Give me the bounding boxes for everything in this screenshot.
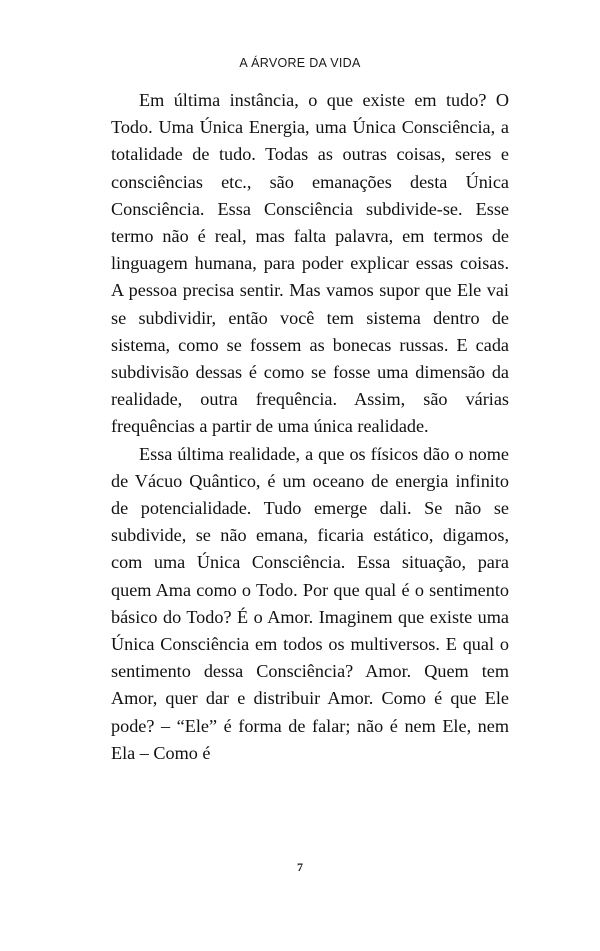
- paragraph-2: Essa última realidade, a que os físicos dão o nome de Vácuo Quântico, é um oceano de energia infinito de potencialidade. Tudo emerge dali. Se não se subdivide, se não emana, ficaria estático, digamos, com uma Única Consciência. Essa situação, para quem Ama como o Todo. Por que qual é o sentimento básico do Todo? É o Amor. Imaginem que existe uma Única Consciência em todos os multiversos. E qual o sentimento dessa Consciência? Amor. Quem tem Amor, quer dar e distribuir Amor. Como é que Ele pode? – “Ele” é forma de falar; não é nem Ele, nem Ela – Como é: [111, 443, 509, 763]
- running-head: A ÁRVORE DA VIDA: [239, 56, 361, 70]
- paragraph-1: Em última instância, o que existe em tudo? O Todo. Uma Única Energia, uma Única Consciência, a totalidade de tudo. Todas as outras coisas, seres e consciências etc., são emanações desta Única Consciência. Essa Consciência subdivide-se. Esse termo não é real, mas falta palavra, em termos de linguagem humana, para poder explicar essas coisas. A pessoa precisa sentir. Mas vamos supor que Ele vai se subdividir, então você tem sistema dentro de sistema, como se fossem as bonecas russas. E cada subdivisão dessas é como se fosse uma dimensão da realidade, outra frequência. Assim, são várias frequências a partir de uma única realidade.: [111, 90, 509, 437]
- body-text: [111, 87, 509, 767]
- page-number: 7: [297, 860, 303, 874]
